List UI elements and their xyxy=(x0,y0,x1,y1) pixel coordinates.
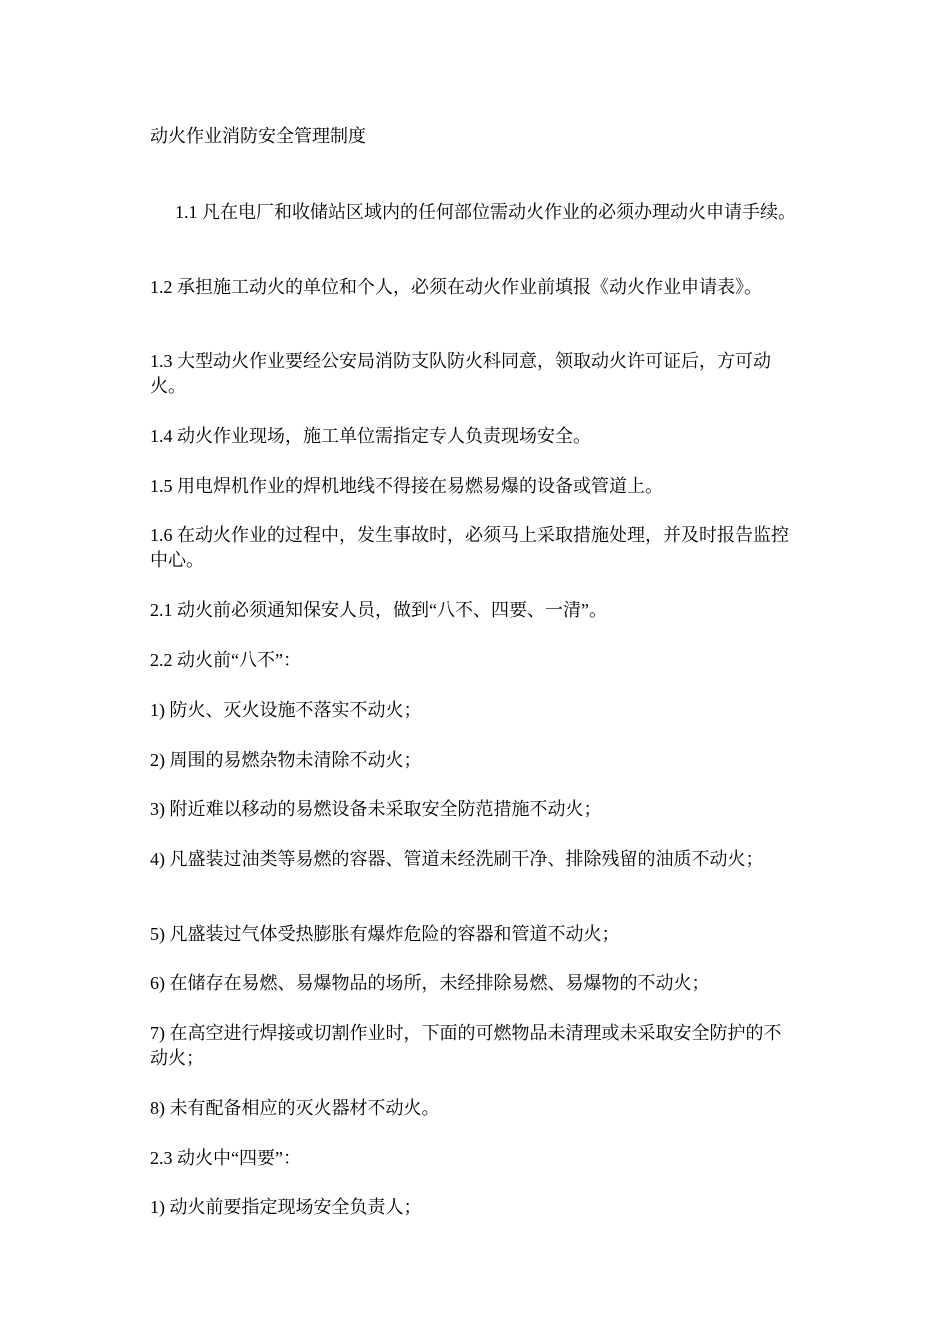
list-item-6: 6) 在储存在易燃、易爆物品的场所，未经排除易燃、易爆物的不动火； xyxy=(150,973,710,993)
paragraph-1-6: 1.6 在动火作业的过程中，发生事故时，必须马上采取措施处理，并及时报告监控中心。 xyxy=(150,525,789,570)
paragraph-1-3: 1.3 大型动火作业要经公安局消防支队防火科同意，领取动火许可证后，方可动火。 xyxy=(150,351,771,396)
paragraph-2-3: 2.3 动火中“四要”： xyxy=(150,1148,301,1168)
paragraph-1-2: 1.2 承担施工动火的单位和个人，必须在动火作业前填报《动火作业申请表》。 xyxy=(150,277,762,297)
paragraph-1-1: 1.1 凡在电厂和收储站区域内的任何部位需动火作业的必须办理动火申请手续。 xyxy=(175,202,796,222)
paragraph-1-4: 1.4 动火作业现场，施工单位需指定专人负责现场安全。 xyxy=(150,426,591,446)
paragraph-2-1: 2.1 动火前必须通知保安人员，做到“八不、四要、一清”。 xyxy=(150,600,607,620)
list-item-5: 5) 凡盛装过气体受热膨胀有爆炸危险的容器和管道不动火； xyxy=(150,924,620,944)
list-item-4: 4) 凡盛装过油类等易燃的容器、管道未经洗刷干净、排除残留的油质不动火； xyxy=(150,849,764,869)
list-item-1: 1) 防火、灭火设施不落实不动火； xyxy=(150,700,422,720)
list-item-9: 1) 动火前要指定现场安全负责人； xyxy=(150,1197,422,1217)
paragraph-1-5: 1.5 用电焊机作业的焊机地线不得接在易燃易爆的设备或管道上。 xyxy=(150,476,663,496)
paragraph-2-2: 2.2 动火前“八不”： xyxy=(150,650,301,670)
list-item-3: 3) 附近难以移动的易燃设备未采取安全防范措施不动火； xyxy=(150,799,602,819)
document-title: 动火作业消防安全管理制度 xyxy=(150,126,366,147)
list-item-2: 2) 周围的易燃杂物未清除不动火； xyxy=(150,750,422,770)
list-item-7: 7) 在高空进行焊接或切割作业时，下面的可燃物品未清理或未采取安全防护的不动火； xyxy=(150,1023,782,1068)
list-item-8: 8) 未有配备相应的灭火器材不动火。 xyxy=(150,1098,440,1118)
